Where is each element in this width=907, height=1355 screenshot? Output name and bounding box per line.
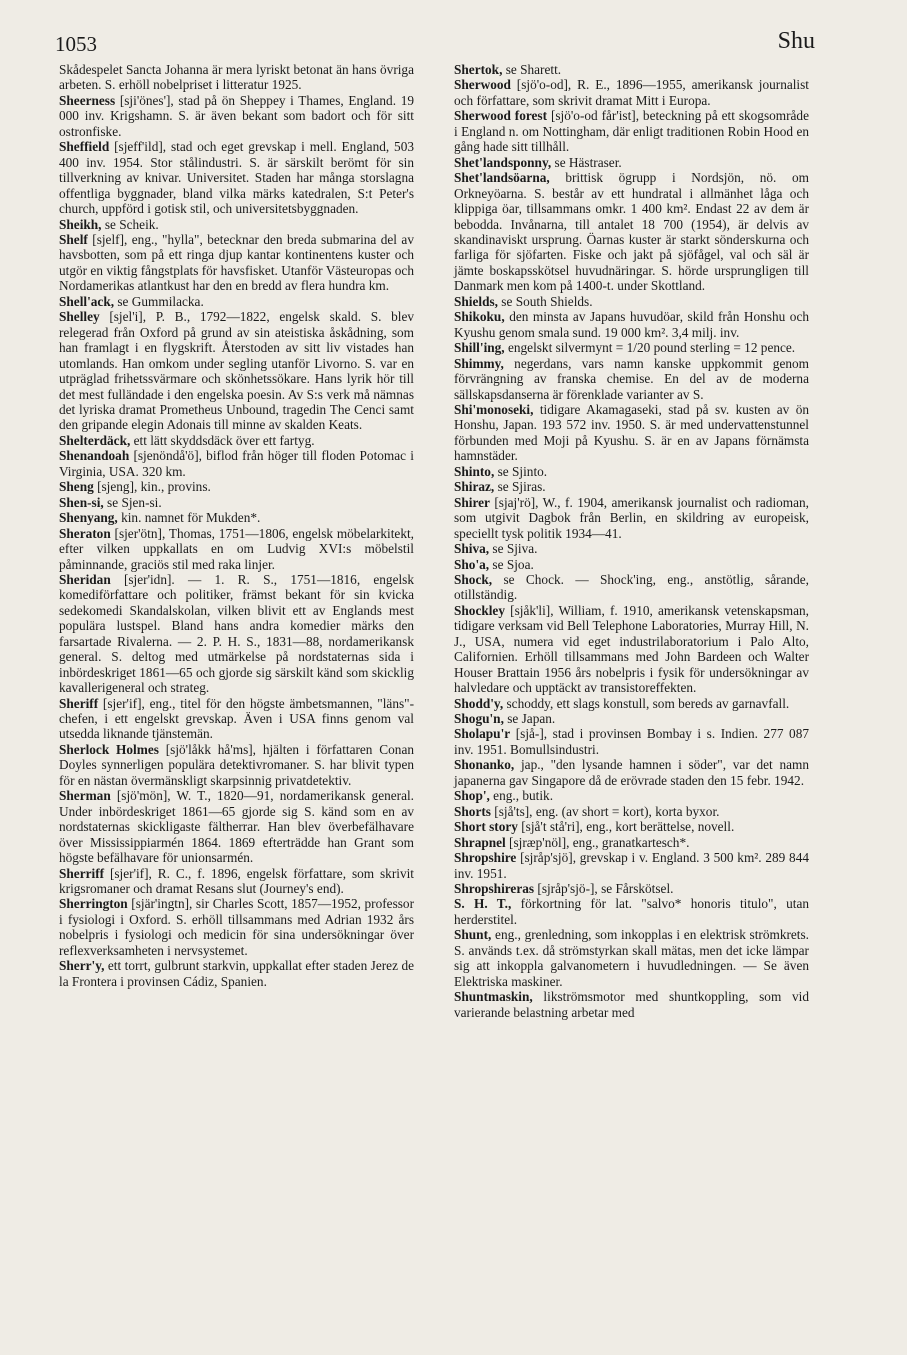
entry-headword: S. H. T., [454, 896, 512, 912]
entry-headword: Shodd'y, [454, 695, 504, 711]
entry-text: [sjræp'nöl], eng., granatkartesch*. [505, 834, 690, 850]
entry-text: [sjer'if], R. C., f. 1896, engelsk författare, som skrivit krigsromaner och dramat Resans slut (Journey's end). [59, 865, 414, 897]
entry-headword: Sheridan [59, 571, 111, 587]
dictionary-entry [454, 757, 809, 788]
entry-text: eng., grenledning, som inkopplas i en elektrisk strömkrets. S. används t.ex. då strömstyrkan skall mätas, men det icke lämpar sig att inkoppla galvanometern i huvudledningen. — Se även Elektriska maskiner. [454, 927, 809, 989]
entry-text: se Sjoa. [489, 556, 534, 572]
entry-text: likströmsmotor med shuntkoppling, som vid varierande belastning arbetar med [454, 989, 809, 1020]
entry-text: se Gummilacka. [114, 293, 204, 309]
entry-text: [sjåk'li], William, f. 1910, amerikansk vetenskapsman, tidigare verksam vid Bell Telephone Laboratories, Murray Hill, N. J., USA, numera vid eget industrilaboratorium i Palo Alto, Californien. Erhöll tillsammans med John Bardeen och Walter Houser Brattain 1956 års nobelpris i fysik för undersökningar av halvledare och upptäckt av transistoreffekten. [454, 602, 809, 696]
entry-text: se Scheik. [101, 216, 159, 232]
entry-headword: Shunt, [454, 927, 492, 943]
entry-text: [sjeff'ild], stad och eget grevskap i mell. England, 503 400 inv. 1954. Stor stålindustri. S. är särskilt berömt för sin tillverkning av knivar. Universitet. Staden har många storslagna offentliga byggnader, bland vilka märks katedralen, S:t Peter's church, uppförd i gotisk stil, och universitetsbyggnaden. [59, 139, 414, 217]
entry-headword: Shrapnel [454, 834, 506, 850]
entry-text: se Sjinto. [494, 463, 548, 479]
entry-headword: Shock, [454, 571, 493, 587]
entry-headword: Shertok, [454, 62, 503, 77]
dictionary-entry [59, 696, 414, 742]
dictionary-entry [59, 232, 414, 294]
dictionary-entry [59, 309, 414, 433]
entry-text: [sjer'if], eng., titel för den högste ämbetsmannen, "läns"-chefen, i ett engelskt grevskap. Även i USA finns genom val utsedda liknande tjänstemän. [59, 695, 414, 742]
entry-headword: Shirer [454, 494, 490, 510]
entry-text: [sjer'ötn], Thomas, 1751—1806, engelsk möbelarkitekt, efter vilken uppkallats en om Ludvig XVI:s möbelstil påminnande, graciös stil med raka linjer. [59, 525, 414, 572]
entry-headword: Short story [454, 819, 518, 835]
dictionary-entry [454, 603, 809, 696]
dictionary-entry [59, 93, 414, 139]
entry-headword: Shropshire [454, 850, 517, 866]
entry-headword: Sheriff [59, 695, 99, 711]
entry-text: engelskt silvermynt = 1/20 pound sterling = 12 pence. [504, 340, 796, 356]
dictionary-entry [454, 927, 809, 989]
dictionary-entry [59, 958, 414, 989]
page-header [55, 28, 815, 58]
entry-text: den minsta av Japans huvudöar, skild från Honshu och Kyushu genom smala sund. 19 000 km². 3,4 milj. inv. [454, 309, 809, 340]
dictionary-entry [454, 850, 809, 881]
entry-text: [sjär'ingtn], sir Charles Scott, 1857—1952, professor i fysiologi i Oxford. S. erhöll tillsammans med Adrian 1932 års nobelpris i fysiologi och medicin för sina undersökningar över reflexverksamheten i nervsystemet. [59, 896, 414, 958]
entry-text: [sjråp'sjö-], se Fårskötsel. [534, 881, 674, 897]
dictionary-entry [454, 989, 809, 1020]
dictionary-entry [454, 711, 809, 726]
entry-text: [sjö'låkk hå'ms], hjälten i författaren Conan Doyles synnerligen populära detektivromaner. S. har blivit typen för en nästan övermänskligt skarpsinnig privatdetektiv. [59, 741, 414, 788]
entry-headword: Shenyang, [59, 510, 118, 526]
dictionary-entry [454, 170, 809, 294]
entry-text: [sjö'o-od får'ist], beteckning på ett skogsområde i England n. om Nottingham, där enligt traditionen Robin Hood en gång hade sitt tillhåll. [454, 108, 809, 155]
dictionary-entry [454, 726, 809, 757]
entry-headword: Sherr'y, [59, 958, 105, 974]
entry-headword: Shuntmaskin, [454, 989, 533, 1005]
dictionary-entry [59, 495, 414, 510]
entry-text: ett lätt skyddsdäck över ett fartyg. [130, 432, 315, 448]
dictionary-entry [59, 448, 414, 479]
entry-text: [sjelf], eng., "hylla", betecknar den breda submarina del av havsbotten, som på ett ringa djup kantar kontinentens kuster och utgör en viktig fångstplats för havsfisket. Utanför Västeuropas och Nordamerikas atlantkust har den en bredd av flera hundra km. [59, 231, 414, 294]
entry-text: se Sjiras. [494, 479, 546, 495]
dictionary-entry [454, 340, 809, 355]
entry-headword: Shockley [454, 602, 505, 618]
left-column [59, 62, 414, 989]
entry-headword: Sheffield [59, 139, 110, 155]
entry-headword: Sho'a, [454, 556, 490, 572]
entry-headword: Sherman [59, 788, 111, 804]
entry-headword: Sheraton [59, 525, 111, 541]
dictionary-entry [454, 294, 809, 309]
dictionary-entry [59, 479, 414, 494]
entry-text: Skådespelet Sancta Johanna är mera lyriskt betonat än hans övriga arbeten. S. erhöll nobelpriset i litteratur 1925. [59, 62, 414, 93]
entry-headword: Shropshireras [454, 881, 535, 897]
entry-headword: Sheikh, [59, 216, 102, 232]
entry-text: se South Shields. [497, 293, 593, 309]
entry-text: tidigare Akamagaseki, stad på sv. kusten av ön Honshu, Japan. 193 572 inv. 1950. S. är med undervattenstunnel förbunden med Moji på Kyushu. S. är en av Japans förnämsta hamnstäder. [454, 401, 809, 464]
entry-text: [sjaj'rö], W., f. 1904, amerikansk journalist och radioman, som utgivit Dagbok från Berlin, en skildring av europeisk, speciellt tysk politik 1934—41. [454, 494, 809, 541]
dictionary-entry [59, 433, 414, 448]
entry-text: se Sjiva. [489, 541, 538, 557]
dictionary-entry [59, 572, 414, 696]
entry-headword: Sherwood forest [454, 108, 548, 124]
dictionary-entry [454, 541, 809, 556]
dictionary-entry [59, 510, 414, 525]
entry-headword: Shikoku, [454, 309, 505, 325]
entry-headword: Shelley [59, 309, 100, 325]
entry-text: eng., butik. [489, 788, 554, 804]
entry-headword: Shorts [454, 803, 491, 819]
entry-headword: Shonanko, [454, 757, 515, 773]
dictionary-entry [454, 479, 809, 494]
entry-text: se Sjen-si. [103, 494, 162, 510]
entry-text: brittisk ögrupp i Nordsjön, nö. om Orkneyöarna. S. består av ett hundratal i allmänhet låga och klippiga öar, tillsammans omkr. 1 400 km². Endast 22 av dem är bebodda. Invånarna, till antalet 18 700 (1954), är delvis av skandinaviskt ursprung. Öarnas kuster är starkt sönderskurna och farliga för sjöfarten. Fiske och jakt på sjöfågel, val och säl är jämte boskapsskötsel huvudnäringar. S. hörde ursprungligen till Danmark men kom på 1400-t. under Skottland. [454, 170, 809, 294]
dictionary-entry [59, 139, 414, 216]
dictionary-entry [454, 557, 809, 572]
dictionary-entry [59, 896, 414, 958]
entry-headword: Sherlock Holmes [59, 741, 159, 757]
dictionary-entry [454, 77, 809, 108]
entry-headword: Shields, [454, 293, 498, 309]
page-number: 1053 [55, 32, 97, 56]
dictionary-entry [454, 835, 809, 850]
entry-headword: Shop', [454, 788, 490, 804]
dictionary-entry [454, 804, 809, 819]
entry-headword: Shell'ack, [59, 293, 115, 309]
entry-text: kin. namnet för Mukden*. [117, 510, 261, 526]
dictionary-entry [454, 572, 809, 603]
entry-headword: Shi'monoseki, [454, 401, 534, 417]
right-column [454, 62, 809, 1020]
entry-headword: Shelterdäck, [59, 432, 131, 448]
entry-headword: Shiraz, [454, 479, 495, 495]
dictionary-entry [59, 294, 414, 309]
dictionary-entry [454, 356, 809, 402]
entry-text: [sjö'o-od], R. E., 1896—1955, amerikansk journalist och författare, som skrivit dramat Mitt i Europa. [454, 77, 809, 108]
entry-text: [sjö'mön], W. T., 1820—91, nordamerikansk general. Under inbördeskriget 1861—65 gjorde sig S. känd som en av nordstaternas skickligaste fältherrar. Han blev överbefälhavare över Mississippiarmén 1864. 1869 efterträdde han Grant som högste befälhavare för unionsarmén. [59, 788, 414, 866]
entry-text: schoddy, ett slags konstull, som bereds av garnavfall. [503, 695, 790, 711]
entry-headword: Sherwood [454, 77, 511, 93]
entry-headword: Sholapu'r [454, 726, 511, 742]
entry-text: [sjå-], stad i provinsen Bombay i s. Indien. 277 087 inv. 1951. Bomullsindustri. [454, 726, 809, 757]
entry-headword: Shill'ing, [454, 340, 505, 356]
dictionary-entry [59, 866, 414, 897]
entry-text: jap., "den lysande hamnen i söder", var det namn japanerna gav Singapore då de erövrade staden den 15 febr. 1942. [454, 757, 809, 788]
entry-headword: Shinto, [454, 463, 495, 479]
entry-text: [sjel'i], P. B., 1792—1822, engelsk skald. S. blev relegerad från Oxford på grund av sin ateistiska åskådning, som han framlagt i en flygskrift. Återstoden av sitt liv vistades han utomlands. Han omkom under segling utanför Livorno. S. var en utpräglad frihetssvärmare och skönhetssökare. Hans lyrik hör till det mest fulländade i den engelska poesin. Av S:s verk må nämnas det lyriska dramat Prometheus Unbound, tragedin The Cenci samt den gripande elegin Adonais till minne av skalden Keats. [59, 309, 414, 433]
dictionary-entry [454, 309, 809, 340]
dictionary-entry [454, 464, 809, 479]
entry-headword: Shiva, [454, 541, 490, 557]
entry-text: [sjenöndå'ö], biflod från höger till floden Potomac i Virginia, USA. 320 km. [59, 448, 414, 479]
entry-text: [sjå'ts], eng. (av short = kort), korta byxor. [490, 803, 720, 819]
dictionary-entry [454, 819, 809, 834]
entry-text: [sjråp'sjö], grevskap i v. England. 3 500 km². 289 844 inv. 1951. [454, 850, 809, 881]
entry-text: se Japan. [503, 711, 556, 727]
dictionary-entry [454, 495, 809, 541]
entry-text: negerdans, vars namn kanske uppkommit genom förvrängning av franska chemise. En del av de moderna sällskapsdanserna är förenklade varianter av S. [454, 355, 809, 402]
entry-headword: Shen-si, [59, 494, 104, 510]
dictionary-entry [454, 896, 809, 927]
entry-text: [sjer'idn]. — 1. R. S., 1751—1816, engelsk komediförfattare och politiker, främst bekant för sin kvicka sedekomedi Skandalskolan, vilken blivit ett av Englands mest populära lustspel. Bland hans andra komedier märks den farsartade Rivalerna. — 2. P. H. S., 1831—88, nordamerikansk general. S. deltog med utmärkelse på nordstaternas sida i inbördeskriget 1861—65 och gjorde sig särskilt känd som skicklig kavallerigeneral och strateg. [59, 571, 414, 696]
entry-headword: Shenandoah [59, 448, 130, 464]
dictionary-entry [454, 155, 809, 170]
entry-text: se Chock. — Shock'ing, eng., anstötlig, sårande, otillständig. [454, 571, 809, 603]
entry-headword: Shet'landsöarna, [454, 170, 550, 186]
dictionary-entry [59, 62, 414, 93]
dictionary-entry [59, 217, 414, 232]
entry-headword: Shelf [59, 231, 88, 247]
entry-text: [sjeng], kin., provins. [93, 479, 211, 495]
dictionary-entry [454, 696, 809, 711]
dictionary-entry [454, 402, 809, 464]
entry-headword: Sheerness [59, 92, 116, 108]
entry-headword: Shogu'n, [454, 711, 504, 727]
entry-text: se Sharett. [502, 62, 562, 77]
entry-text: [sjå't stå'ri], eng., kort berättelse, novell. [517, 819, 735, 835]
entry-text: se Hästraser. [551, 154, 622, 170]
running-head: Shu [777, 28, 815, 54]
dictionary-entry [454, 108, 809, 154]
entry-text: [sji'önes'], stad på ön Sheppey i Thames, England. 19 000 inv. Krigshamn. S. är även bekant som badort och för sitt ostronfiske. [59, 92, 414, 139]
entry-headword: Sherriff [59, 865, 105, 881]
dictionary-entry [59, 788, 414, 865]
entry-headword: Shet'landsponny, [454, 154, 552, 170]
entry-headword: Sheng [59, 479, 94, 495]
dictionary-entry [454, 788, 809, 803]
entry-text: ett torrt, gulbrunt starkvin, uppkallat efter staden Jerez de la Frontera i provinsen Cádiz, Spanien. [59, 958, 414, 989]
dictionary-entry [59, 742, 414, 788]
dictionary-entry [454, 881, 809, 896]
entry-headword: Sherrington [59, 896, 128, 912]
entry-text: förkortning för lat. "salvo* honoris titulo", utan herderstitel. [454, 896, 809, 927]
dictionary-entry [59, 526, 414, 572]
dictionary-entry [454, 62, 809, 77]
entry-headword: Shimmy, [454, 355, 504, 371]
